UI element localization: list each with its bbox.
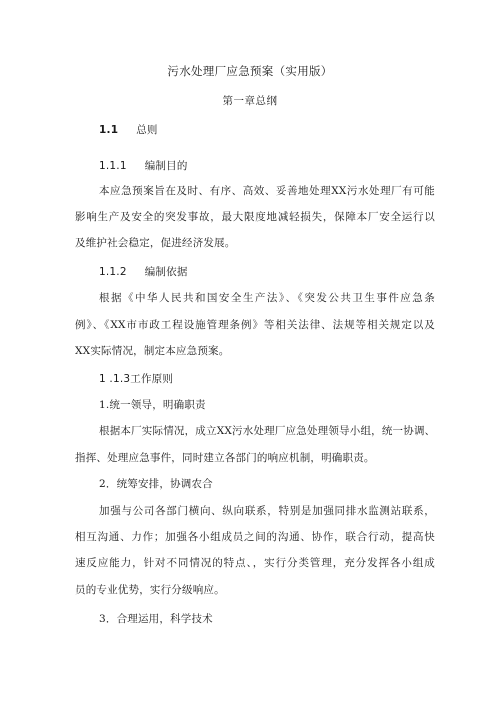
paragraph-line: 员的专业优势，实行分级响应。	[75, 584, 225, 596]
paragraph-line: 及维护社会稳定，促进经济发展。	[75, 237, 236, 249]
paragraph-line: 速反应能力，针对不同情况的特点、，实行分类管理，充分发挥各小组成	[75, 557, 435, 569]
paragraph-line: 相互沟通、力作；加强各小组成员之间的沟通、协作，联合行动，提高快	[75, 531, 435, 543]
paragraph-line: 本应急预案旨在及时、有序、高效、妥善地处理XX污水处理厂有可能	[99, 185, 435, 197]
section-heading-1-1-2	[99, 265, 188, 279]
section-title: 编制目的	[144, 160, 188, 172]
section-number: 1 .1.3	[99, 373, 131, 385]
section-heading-1-1-3	[99, 372, 173, 386]
paragraph-line: 根据本厂实际情况，成立XX污水处理厂应急处理领导小组，统一协调、	[99, 425, 436, 437]
paragraph-line: 影响生产及安全的突发事故，最大限度地减轻损失，保障本厂安全运行以	[75, 211, 435, 223]
section-number: 1.1.1	[99, 160, 127, 172]
paragraph-line: 指挥、处理应急事件，同时建立各部门的响应机制，明确职责。	[75, 452, 375, 464]
paragraph-line: 根据《中华人民共和国安全生产法》、《突发公共卫生事件应急条	[99, 292, 435, 304]
section-title: 编制依据	[144, 266, 188, 278]
list-item-2: 2．统筹安排，协调农合	[99, 478, 213, 490]
list-item-1: 1.统一领导，明确职责	[99, 399, 206, 411]
section-number: 1.1	[99, 124, 119, 136]
section-title: 总则	[136, 124, 158, 136]
chapter-heading: 第一章总纲	[222, 95, 278, 107]
section-title: 工作原则	[130, 373, 174, 385]
section-heading-1-1-1	[99, 159, 188, 173]
paragraph-line: 加强与公司各部门横向、纵向联系，特别是加强同排水监测站联系，	[99, 505, 435, 517]
paragraph-line: 例》、《XX市市政工程设施管理条例》等相关法律、法规等相关规定以及	[75, 319, 435, 331]
list-item-3: 3．合理运用，科学技术	[99, 613, 213, 625]
paragraph-line: XX实际情况，制定本应急预案。	[75, 345, 230, 357]
section-number: 1.1.2	[99, 266, 127, 278]
document-title: 污水处理厂应急预案（实用版）	[167, 64, 333, 78]
section-heading-1-1	[99, 123, 158, 137]
